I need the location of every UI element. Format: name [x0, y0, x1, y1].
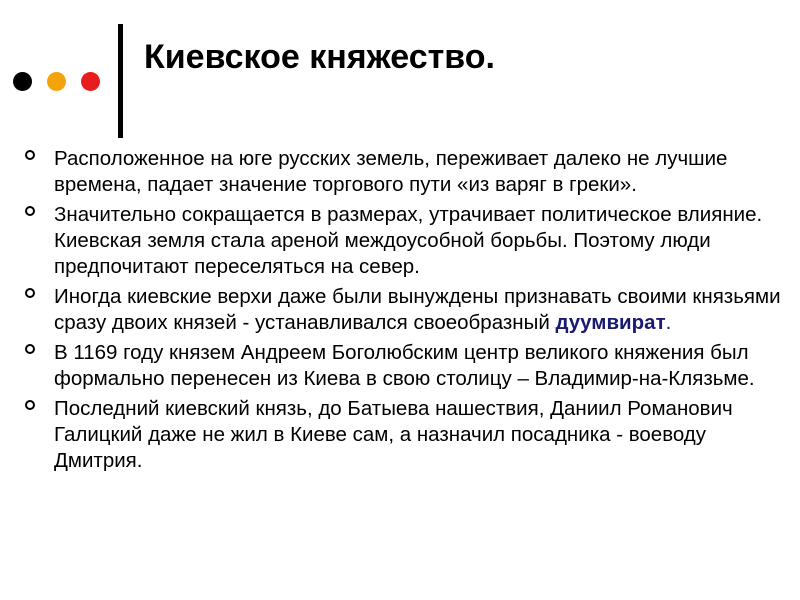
bullet-item — [22, 340, 782, 392]
bullet-item — [22, 202, 782, 280]
red-dot-icon — [81, 72, 100, 91]
bullet-text: Последний киевский князь, до Батыева нашествия, Даниил Романович Галицкий даже не жил в Киеве сам, а назначил посадника - воеводу Дмитрия. — [54, 397, 733, 472]
bullet-ring-icon — [25, 288, 35, 298]
slide-title: Киевское княжество. — [144, 38, 495, 76]
bullet-item — [22, 284, 782, 336]
bullet-text: Значительно сокращается в размерах, утрачивает политическое влияние. Киевская земля стала ареной междоусобной борьбы. Поэтому люди предпочитают переселяться на север. — [54, 203, 763, 278]
title-divider-line — [118, 24, 123, 138]
orange-dot-icon — [47, 72, 66, 91]
bullet-item — [22, 146, 782, 198]
bullet-ring-icon — [25, 206, 35, 216]
bullet-text-end: . — [665, 311, 672, 334]
bullet-text: Иногда киевские верхи даже были вынуждены признавать своими князьями сразу двоих князей - устанавливался своеобразный — [54, 285, 781, 334]
decorative-dots — [13, 72, 105, 94]
bullet-list — [22, 146, 782, 478]
bullet-item — [22, 396, 782, 474]
bullet-ring-icon — [25, 400, 35, 410]
bullet-text: В 1169 году князем Андреем Боголюбским центр великого княжения был формально перенесен из Киева в свою столицу – Владимир-на-Клязьме. — [54, 341, 755, 390]
bullet-ring-icon — [25, 150, 35, 160]
bullet-text: Расположенное на юге русских земель, переживает далеко не лучшие времена, падает значение торгового пути «из варяг в греки». — [54, 147, 728, 196]
bullet-ring-icon — [25, 344, 35, 354]
black-dot-icon — [13, 72, 32, 91]
duumvirate-term-link[interactable]: дуумвират — [555, 311, 666, 334]
